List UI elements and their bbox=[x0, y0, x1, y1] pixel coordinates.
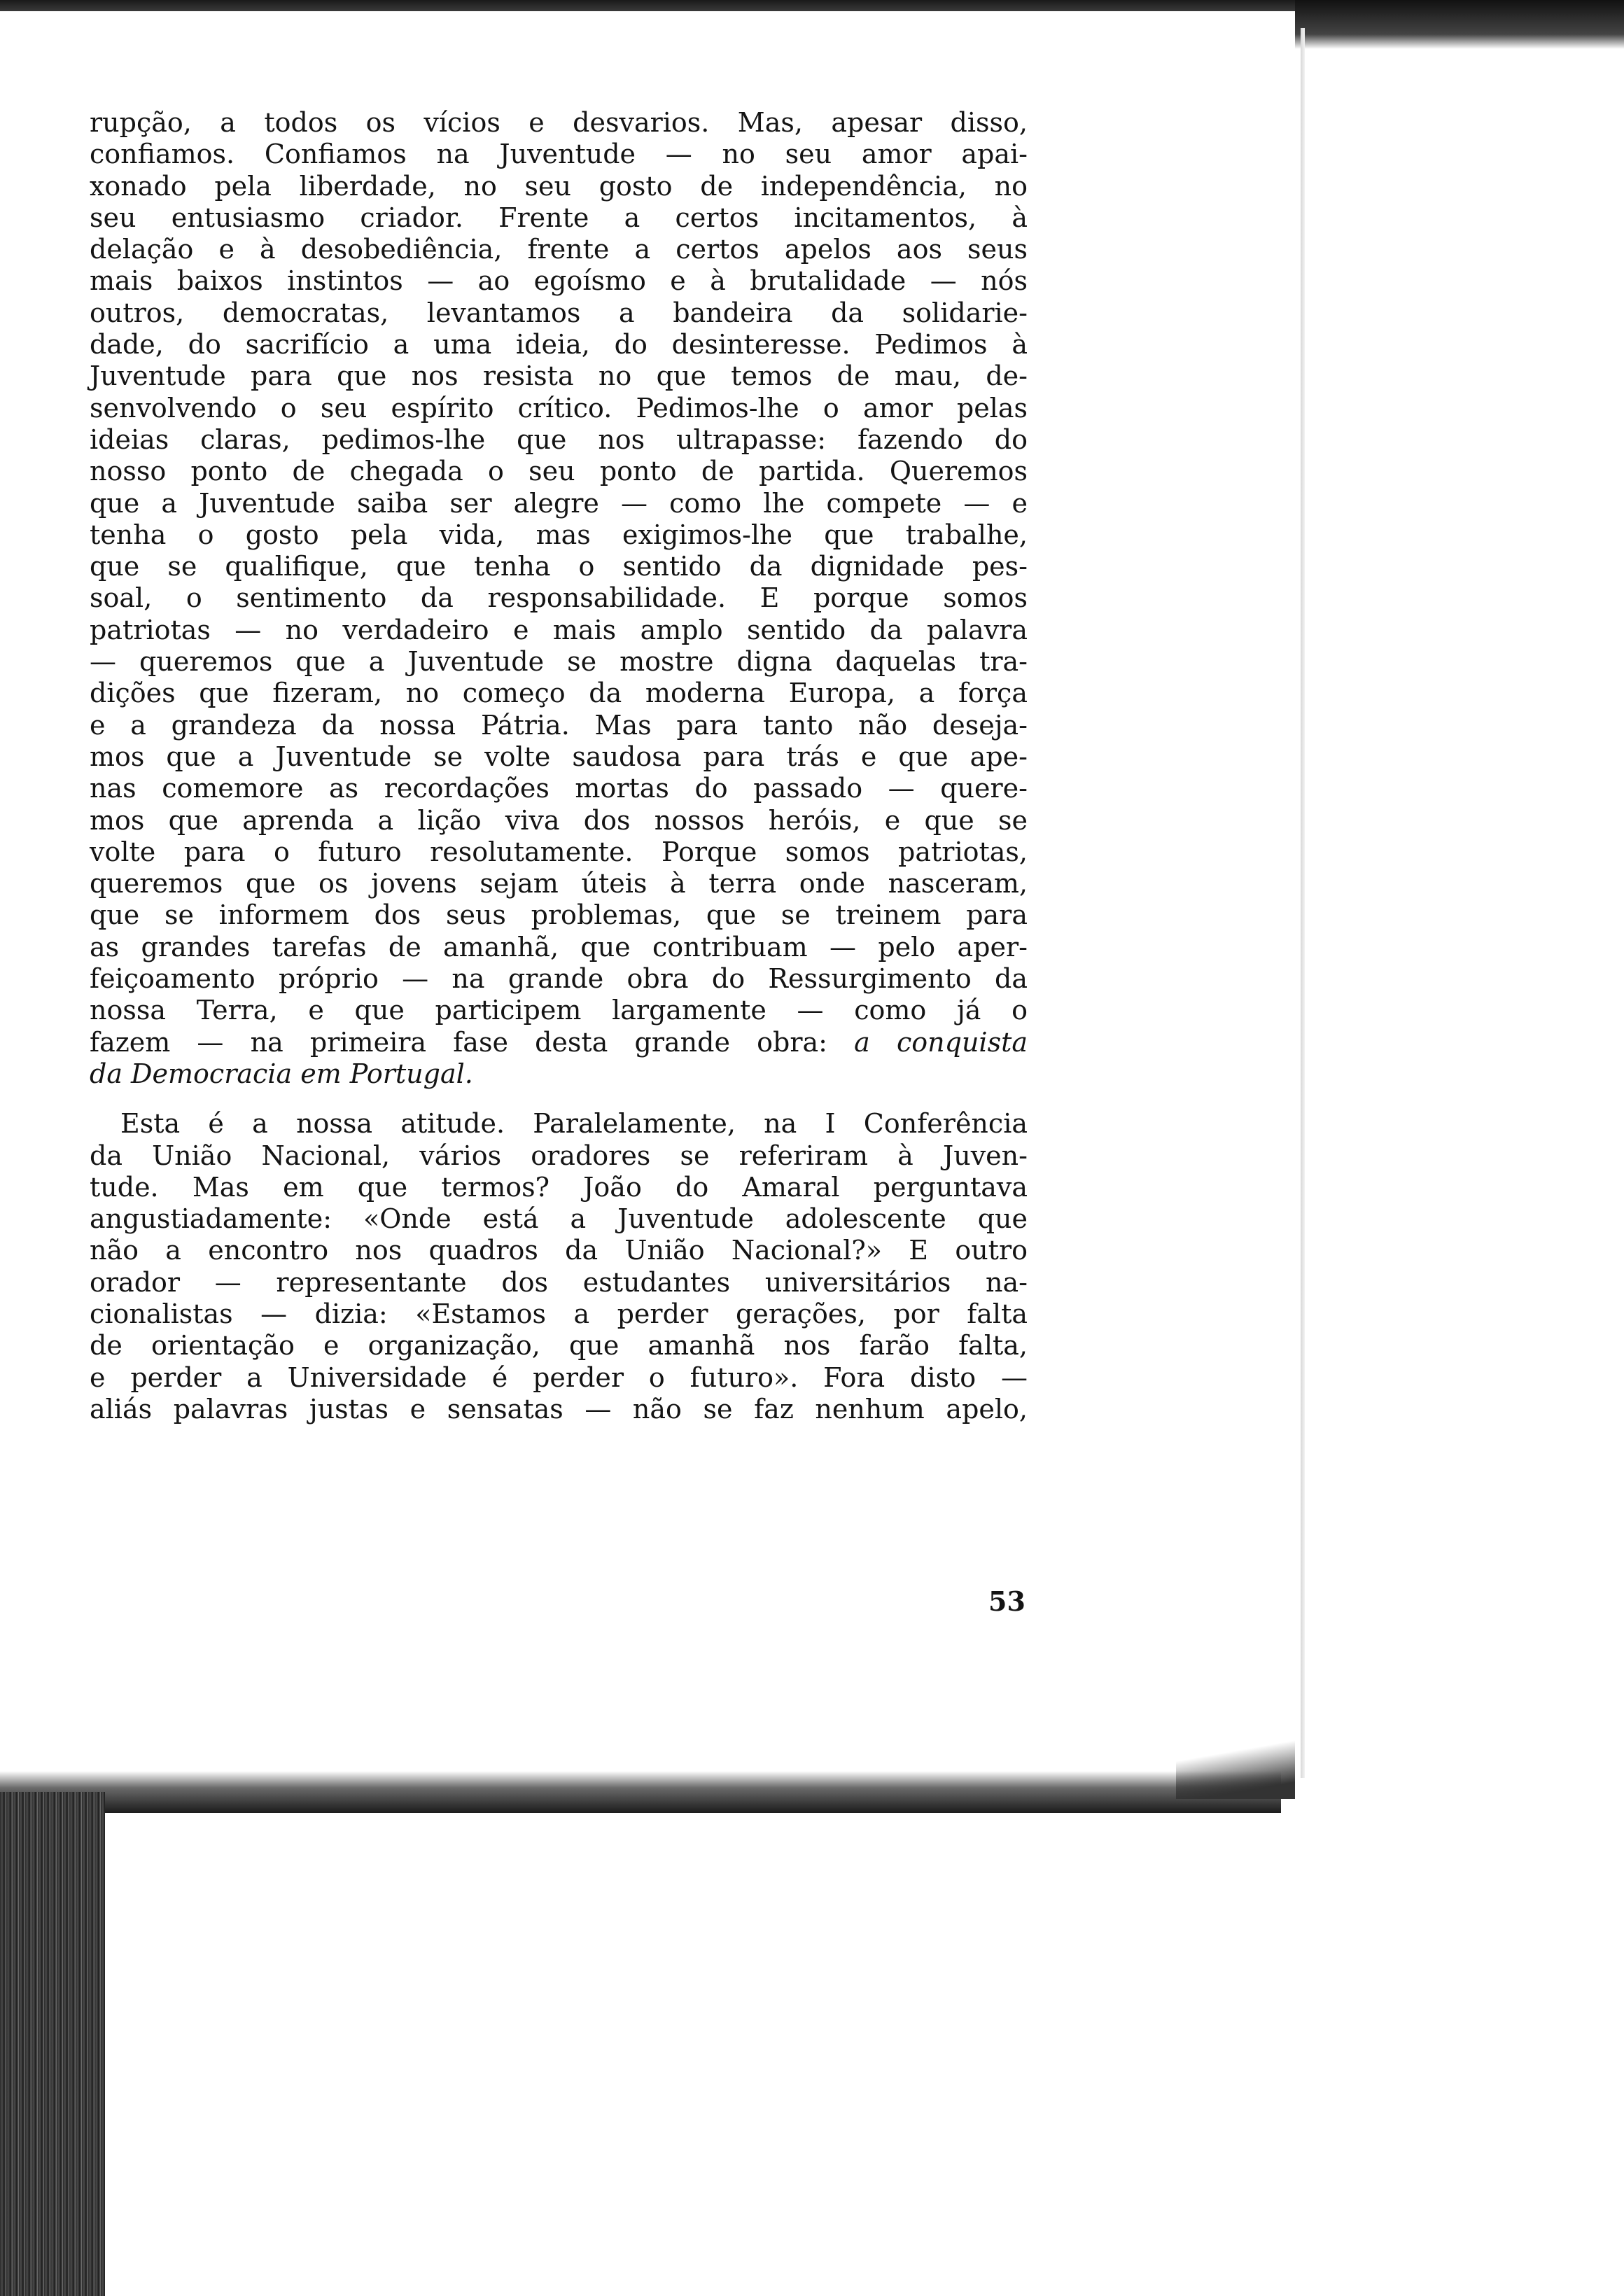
text-line: ideias claras, pedimos-lhe que nos ultrapasse: fazendo do bbox=[90, 424, 1028, 455]
text-line: angustiadamente: «Onde está a Juventude adolescente que bbox=[90, 1203, 1028, 1235]
text-segment: fazem — na primeira fase desta grande obra: bbox=[90, 1026, 827, 1058]
text-line: Juventude para que nos resista no que temos de mau, de- bbox=[90, 360, 1028, 392]
text-line: mais baixos instintos — ao egoísmo e à brutalidade — nós bbox=[90, 265, 1028, 297]
text-line: da União Nacional, vários oradores se referiram à Juven- bbox=[90, 1140, 1028, 1171]
page-edge bbox=[1301, 28, 1305, 1778]
page-number: 53 bbox=[988, 1586, 1026, 1617]
text-line: feiçoamento próprio — na grande obra do Ressurgimento da bbox=[90, 963, 1028, 995]
text-line: tude. Mas em que termos? João do Amaral perguntava bbox=[90, 1171, 1028, 1203]
scanner-corner-shadow bbox=[1295, 0, 1624, 49]
text-line: nossa Terra, e que participem largamente — como já o bbox=[90, 995, 1028, 1026]
text-line: aliás palavras justas e sensatas — não se faz nenhum apelo, bbox=[90, 1393, 1028, 1424]
paragraph-gap bbox=[90, 1090, 1028, 1108]
text-line: que a Juventude saiba ser alegre — como lhe compete — e bbox=[90, 487, 1028, 519]
book-binding-edge bbox=[0, 1792, 105, 2296]
text-line: delação e à desobediência, frente a certos apelos aos seus bbox=[90, 234, 1028, 265]
text-line: e perder a Universidade é perder o futuro». Fora disto — bbox=[90, 1362, 1028, 1393]
text-line: — queremos que a Juventude se mostre digna daquelas tra- bbox=[90, 646, 1028, 678]
text-line: as grandes tarefas de amanhã, que contribuam — pelo aper- bbox=[90, 931, 1028, 962]
text-line: mos que a Juventude se volte saudosa para trás e que ape- bbox=[90, 741, 1028, 772]
italic-phrase: a conquista bbox=[854, 1026, 1028, 1058]
body-text bbox=[90, 107, 1028, 1425]
paragraph-2 bbox=[90, 1108, 1028, 1425]
text-line: xonado pela liberdade, no seu gosto de independência, no bbox=[90, 170, 1028, 202]
page-bottom-shadow bbox=[0, 1771, 1281, 1813]
text-line: rupção, a todos os vícios e desvarios. Mas, apesar disso, bbox=[90, 107, 1028, 138]
text-line: mos que aprenda a lição viva dos nossos heróis, e que se bbox=[90, 804, 1028, 836]
text-line: nas comemore as recordações mortas do passado — quere- bbox=[90, 773, 1028, 804]
text-line: seu entusiasmo criador. Frente a certos incitamentos, à bbox=[90, 202, 1028, 233]
text-line: de orientação e organização, que amanhã nos farão falta, bbox=[90, 1330, 1028, 1362]
text-line: queremos que os jovens sejam úteis à terra onde nasceram, bbox=[90, 868, 1028, 899]
text-line: cionalistas — dizia: «Estamos a perder gerações, por falta bbox=[90, 1298, 1028, 1329]
text-line: que se qualifique, que tenha o sentido da dignidade pes- bbox=[90, 551, 1028, 582]
page-curl-shadow bbox=[1176, 1736, 1295, 1799]
italic-phrase: da Democracia em Portugal. bbox=[90, 1058, 473, 1089]
text-line: patriotas — no verdadeiro e mais amplo sentido da palavra bbox=[90, 614, 1028, 645]
text-line: orador — representante dos estudantes universitários na- bbox=[90, 1266, 1028, 1298]
text-line: nosso ponto de chegada o seu ponto de partida. Queremos bbox=[90, 456, 1028, 487]
text-line: outros, democratas, levantamos a bandeira da solidarie- bbox=[90, 297, 1028, 328]
text-line: senvolvendo o seu espírito crítico. Pedimos-lhe o amor pelas bbox=[90, 392, 1028, 424]
text-line: soal, o sentimento da responsabilidade. E porque somos bbox=[90, 582, 1028, 614]
text-line: confiamos. Confiamos na Juventude — no seu amor apai- bbox=[90, 139, 1028, 170]
text-line: tenha o gosto pela vida, mas exigimos-lhe que trabalhe, bbox=[90, 519, 1028, 550]
text-line: não a encontro nos quadros da União Nacional?» E outro bbox=[90, 1235, 1028, 1266]
text-line-with-italic bbox=[90, 1027, 1028, 1058]
text-line: e a grandeza da nossa Pátria. Mas para tanto não deseja- bbox=[90, 709, 1028, 741]
text-line: que se informem dos seus problemas, que se treinem para bbox=[90, 899, 1028, 931]
paragraph-1 bbox=[90, 107, 1028, 1090]
text-line: volte para o futuro resolutamente. Porque somos patriotas, bbox=[90, 836, 1028, 867]
text-line: Esta é a nossa atitude. Paralelamente, na I Conferência bbox=[120, 1108, 1028, 1140]
text-line: dade, do sacrifício a uma ideia, do desinteresse. Pedimos à bbox=[90, 329, 1028, 360]
text-line: dições que fizeram, no começo da moderna Europa, a força bbox=[90, 678, 1028, 709]
text-line-italic bbox=[90, 1058, 1028, 1090]
